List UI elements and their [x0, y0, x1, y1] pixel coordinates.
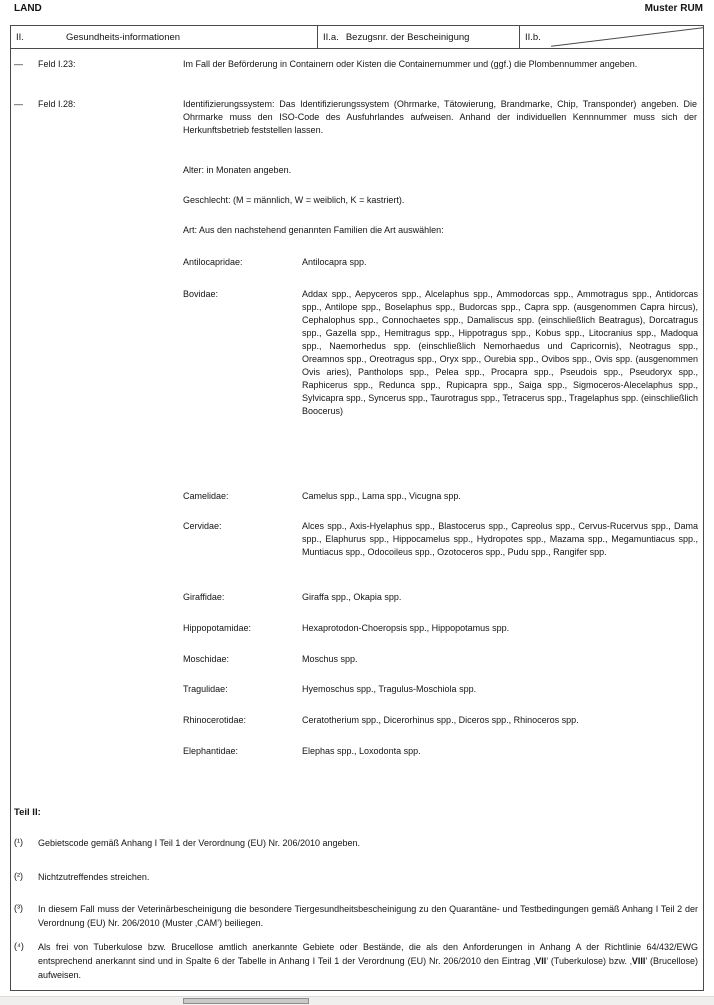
- footnote-text-part: Als frei von Tuberkulose bzw. Brucellose amtlich anerkannte Gebiete oder Bestände, die als den Anforderungen in Anhang A der Richtlinie 64/432/EWG entsprechend anerkannt sind und in Spalte 6 der Tabelle in Anhang I Teil 1 der Verordnung (EU) Nr. 206/2010 den Eintrag ‚: [38, 942, 698, 966]
- footnote-marker: (⁴): [14, 941, 24, 951]
- list-dash: —: [14, 59, 23, 69]
- certificate-header-table: [10, 25, 704, 49]
- footnote-text: [38, 940, 698, 982]
- family-species: Antilocapra spp.: [302, 257, 367, 267]
- family-name: Camelidae:: [183, 491, 229, 501]
- family-name: Antilocapridae:: [183, 257, 243, 267]
- footnote-marker: (³): [14, 903, 23, 913]
- footnote-marker: (¹): [14, 837, 23, 847]
- family-species: Moschus spp.: [302, 654, 358, 664]
- family-name: Giraffidae:: [183, 592, 225, 602]
- part2-heading: Teil II:: [14, 807, 41, 818]
- family-name: Hippopotamidae:: [183, 623, 252, 633]
- family-species: Hexaprotodon-Choeropsis spp., Hippopotamus spp.: [302, 623, 510, 633]
- family-species: Alces spp., Axis-Hyelaphus spp., Blastocerus spp., Capreolus spp., Cervus-Rucervus spp., Dama spp., Elaphurus spp., Hippocamelus spp., Hydropotes spp., Mazama spp., Megamuntiacus spp., Muntiacus spp., Odocoileus spp., Ozotoceros spp., Pudu spp., Rangifer spp.: [302, 521, 698, 557]
- family-name: Bovidae:: [183, 289, 219, 299]
- footnote-marker: (²): [14, 871, 23, 881]
- family-species: Giraffa spp., Okapia spp.: [302, 592, 402, 602]
- footnote-text: Gebietscode gemäß Anhang I Teil 1 der Verordnung (EU) Nr. 206/2010 angeben.: [38, 838, 361, 848]
- horizontal-scrollbar-thumb[interactable]: [183, 998, 309, 1004]
- header-cell-label: Gesundheits-informationen: [66, 31, 181, 43]
- sex-note: Geschlecht: (M = männlich, W = weiblich, K = kastriert).: [183, 195, 405, 205]
- family-name: Moschidae:: [183, 654, 230, 664]
- footnote-text-part-bold: VIII: [631, 956, 646, 966]
- field-i28-text: Identifizierungssystem: Das Identifizierungssystem (Ohrmarke, Tätowierung, Brandmarke, Chip, Transponder) angeben. Die Ohrmarke muss den ISO-Code des Ausfuhrlandes aufweisen. Anhand der individuellen Kennnummer muss sich der Herkunftsbetrieb feststellen lassen.: [183, 99, 697, 135]
- footnote-text: In diesem Fall muss der Veterinärbescheinigung die besondere Tiergesundheitsbescheinigung zu den Quarantäne- und Testbedingungen gemäß Anhang I Teil 2 der Verordnung (EU) Nr. 206/2010 (Muster ‚CAM’) beiliegen.: [38, 904, 698, 928]
- model-label: Muster RUM: [644, 3, 703, 14]
- family-name: Cervidae:: [183, 521, 222, 531]
- family-species: Camelus spp., Lama spp., Vicugna spp.: [302, 491, 461, 501]
- header-cell-number: II.b.: [525, 31, 541, 43]
- family-species: Elephas spp., Loxodonta spp.: [302, 746, 421, 756]
- diagonal-strike-line: [520, 26, 703, 48]
- footnote-text-part: ’ (Tuberkulose) bzw. ‚: [546, 956, 632, 966]
- family-species: Addax spp., Aepyceros spp., Alcelaphus spp., Ammodorcas spp., Ammotragus spp., Antidorcas spp., Antilope spp., Boselaphus spp., Budorcas spp., Capra spp. (ausgenommen Capra hircus), Cephalophus spp., Connochaetes spp., Damaliscus spp. (einschließlich Beatragus), Dorcatragus spp., Gazella spp., Hemitragus spp., Hippotragus spp., Kobus spp., Litocranius spp., Madoqua spp., Naemorhedus spp. (einschließlich Nemorhaedus und Capricornis), Neotragus spp., Oreamnos spp., Oreotragus spp., Oryx spp., Ourebia spp., Ovibos spp., Ovis spp. (ausgenommen Ovis aries), Pantholops spp., Pelea spp., Procapra spp., Pseudois spp., Pseudoryx spp., Raphicerus spp., Redunca spp., Rupicapra spp., Saiga spp., Sigmoceros-Alecelaphus spp., Sylvicapra spp., Syncerus spp., Taurotragus spp., Tetracerus spp., Tragelaphus spp. (einschließlich Boocerus): [302, 289, 698, 416]
- footnote-text: Nichtzutreffendes streichen.: [38, 872, 150, 882]
- field-i23-text: Im Fall der Beförderung in Containern oder Kisten die Containernummer und (ggf.) die Plombennummer angeben.: [183, 59, 638, 69]
- species-note: Art: Aus den nachstehend genannten Familien die Art auswählen:: [183, 225, 444, 235]
- age-note: Alter: in Monaten angeben.: [183, 165, 292, 175]
- header-cell-number: II.: [16, 31, 24, 43]
- list-dash: —: [14, 99, 23, 109]
- field-i28-label: Feld I.28:: [38, 99, 76, 109]
- footnote-text-part: ’ (Brucellose) aufweisen.: [38, 956, 698, 980]
- header-cell-iib: [520, 26, 703, 48]
- family-name: Rhinocerotidae:: [183, 715, 247, 725]
- header-cell-reference-no: [318, 26, 520, 48]
- page-top-header: [14, 3, 703, 14]
- family-name: Elephantidae:: [183, 746, 239, 756]
- family-species: Hyemoschus spp., Tragulus-Moschiola spp.: [302, 684, 477, 694]
- country-label: LAND: [14, 3, 42, 14]
- header-cell-health-info: [11, 26, 318, 48]
- document-body-box: [10, 47, 704, 991]
- window-bottom-strip: [0, 996, 714, 1005]
- header-cell-number: II.a.: [323, 31, 339, 43]
- footnote-text-part-bold: VII: [535, 956, 547, 966]
- field-i23-label: Feld I.23:: [38, 59, 76, 69]
- family-name: Tragulidae:: [183, 684, 228, 694]
- header-cell-label: Bezugsnr. der Bescheinigung: [345, 31, 470, 43]
- family-species: Ceratotherium spp., Dicerorhinus spp., Diceros spp., Rhinoceros spp.: [302, 715, 579, 725]
